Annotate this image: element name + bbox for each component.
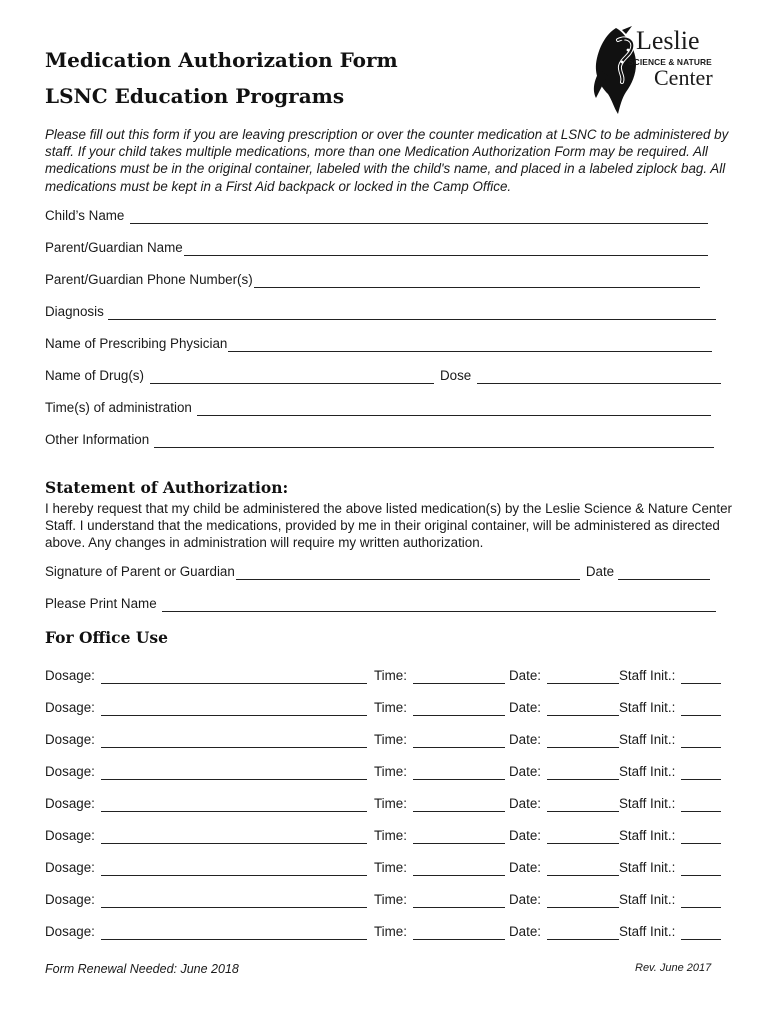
physician-field[interactable]: [45, 336, 712, 352]
staff-init-line[interactable]: [681, 927, 721, 940]
staff-init-label: Staff Init.:: [619, 828, 676, 843]
dosage-label: Dosage:: [45, 764, 95, 779]
date-line[interactable]: [547, 703, 619, 716]
dosage-field[interactable]: [45, 860, 367, 876]
date-line[interactable]: [547, 863, 619, 876]
date-field[interactable]: [509, 700, 619, 716]
time-field[interactable]: [374, 796, 505, 812]
time-field[interactable]: [374, 764, 505, 780]
signature-field[interactable]: [45, 564, 710, 580]
parent-phone-label: Parent/Guardian Phone Number(s): [45, 272, 253, 287]
dosage-label: Dosage:: [45, 700, 95, 715]
time-field[interactable]: [374, 924, 505, 940]
other-info-line[interactable]: [154, 435, 714, 448]
dosage-label: Dosage:: [45, 892, 95, 907]
dosage-line[interactable]: [101, 799, 367, 812]
date-label: Date:: [509, 764, 542, 779]
time-field[interactable]: [374, 668, 505, 684]
dose-label: Dose: [439, 368, 472, 383]
dosage-row: [45, 666, 725, 684]
dosage-row: [45, 858, 725, 876]
time-label: Time:: [374, 668, 407, 683]
parent-phone-field[interactable]: [45, 272, 700, 288]
dosage-label: Dosage:: [45, 924, 95, 939]
logo-name-middle: SCIENCE & NATURE: [628, 57, 712, 67]
dosage-field[interactable]: [45, 668, 367, 684]
staff-init-field[interactable]: [619, 860, 721, 876]
physician-label: Name of Prescribing Physician: [45, 336, 228, 351]
staff-init-line[interactable]: [681, 671, 721, 684]
dosage-line[interactable]: [101, 895, 367, 908]
date-line[interactable]: [547, 831, 619, 844]
date-line[interactable]: [547, 799, 619, 812]
staff-init-field[interactable]: [619, 764, 721, 780]
staff-init-line[interactable]: [681, 799, 721, 812]
dosage-row: [45, 890, 725, 908]
child-name-field[interactable]: [45, 208, 708, 224]
staff-init-label: Staff Init.:: [619, 668, 676, 683]
staff-init-line[interactable]: [681, 831, 721, 844]
time-label: Time:: [374, 892, 407, 907]
time-line[interactable]: [413, 863, 505, 876]
dosage-line[interactable]: [101, 671, 367, 684]
date-field[interactable]: [509, 860, 619, 876]
physician-line[interactable]: [228, 339, 712, 352]
staff-init-label: Staff Init.:: [619, 732, 676, 747]
staff-init-field[interactable]: [619, 796, 721, 812]
signature-label: Signature of Parent or Guardian: [45, 564, 235, 579]
staff-init-label: Staff Init.:: [619, 860, 676, 875]
intro-instructions: Please fill out this form if you are leaving prescription or over the counter medication at LSNC to be administered by staff. If your child takes multiple medications, more than one Medication Authorization Form may be required. All medications must be in the original container, labeled with the child's name, and placed in a labeled ziplock bag. All medications must be kept in a First Aid backpack or locked in the Camp Office.: [45, 127, 729, 194]
time-field[interactable]: [374, 700, 505, 716]
time-label: Time:: [374, 924, 407, 939]
date-label: Date:: [509, 828, 542, 843]
times-label: Time(s) of administration: [45, 400, 192, 415]
lsnc-logo: [592, 24, 732, 116]
dosage-line[interactable]: [101, 767, 367, 780]
dosage-label: Dosage:: [45, 668, 95, 683]
dosage-line[interactable]: [101, 863, 367, 876]
date-label: Date:: [509, 700, 542, 715]
office-use-heading: For Office Use: [45, 628, 168, 647]
time-line[interactable]: [413, 703, 505, 716]
program-title: LSNC Education Programs: [45, 84, 345, 108]
logo-name-top: Leslie: [636, 26, 700, 55]
form-title: Medication Authorization Form: [45, 48, 398, 72]
staff-init-field[interactable]: [619, 700, 721, 716]
time-label: Time:: [374, 860, 407, 875]
dosage-field[interactable]: [45, 828, 367, 844]
print-name-label: Please Print Name: [45, 596, 157, 611]
date-line[interactable]: [547, 671, 619, 684]
times-line[interactable]: [197, 403, 711, 416]
drug-name-label: Name of Drug(s): [45, 368, 144, 383]
staff-init-label: Staff Init.:: [619, 796, 676, 811]
date-field[interactable]: [509, 828, 619, 844]
times-field[interactable]: [45, 400, 711, 416]
date-line[interactable]: [547, 927, 619, 940]
time-line[interactable]: [413, 767, 505, 780]
parent-name-label: Parent/Guardian Name: [45, 240, 183, 255]
staff-init-field[interactable]: [619, 732, 721, 748]
time-label: Time:: [374, 764, 407, 779]
dosage-line[interactable]: [101, 703, 367, 716]
print-name-field[interactable]: [45, 596, 716, 612]
dosage-line[interactable]: [101, 927, 367, 940]
staff-init-label: Staff Init.:: [619, 764, 676, 779]
dosage-field[interactable]: [45, 924, 367, 940]
dosage-line[interactable]: [101, 735, 367, 748]
staff-init-label: Staff Init.:: [619, 892, 676, 907]
print-name-line[interactable]: [162, 599, 716, 612]
time-line[interactable]: [413, 927, 505, 940]
dose-line[interactable]: [477, 371, 721, 384]
authorization-statement: I hereby request that my child be administered the above listed medication(s) by the Leslie Science & Nature Center Staff. I understand that the medications, provided by me in their original container, will be administered as directed above. Any changes in administration will require my written authorization.: [45, 501, 733, 551]
dosage-field[interactable]: [45, 732, 367, 748]
time-label: Time:: [374, 796, 407, 811]
dosage-label: Dosage:: [45, 796, 95, 811]
staff-init-line[interactable]: [681, 703, 721, 716]
dosage-row: [45, 730, 725, 748]
date-field[interactable]: [509, 764, 619, 780]
child-name-label: Child’s Name: [45, 208, 125, 223]
staff-init-field[interactable]: [619, 924, 721, 940]
signature-date-line[interactable]: [618, 567, 710, 580]
time-line[interactable]: [413, 831, 505, 844]
diagnosis-line[interactable]: [108, 307, 716, 320]
date-label: Date:: [509, 924, 542, 939]
date-field[interactable]: [509, 924, 619, 940]
time-line[interactable]: [413, 895, 505, 908]
date-field[interactable]: [509, 796, 619, 812]
other-info-field[interactable]: [45, 432, 714, 448]
parent-phone-line[interactable]: [254, 275, 700, 288]
time-field[interactable]: [374, 892, 505, 908]
time-line[interactable]: [413, 799, 505, 812]
staff-init-label: Staff Init.:: [619, 700, 676, 715]
parent-name-line[interactable]: [184, 243, 708, 256]
diagnosis-field[interactable]: [45, 304, 716, 320]
date-label: Date:: [509, 732, 542, 747]
dosage-row: [45, 762, 725, 780]
time-label: Time:: [374, 828, 407, 843]
staff-init-label: Staff Init.:: [619, 924, 676, 939]
time-field[interactable]: [374, 732, 505, 748]
signature-date-label: Date: [585, 564, 615, 579]
staff-init-line[interactable]: [681, 895, 721, 908]
date-label: Date:: [509, 796, 542, 811]
dosage-label: Dosage:: [45, 828, 95, 843]
parent-name-field[interactable]: [45, 240, 708, 256]
diagnosis-label: Diagnosis: [45, 304, 104, 319]
dosage-row: [45, 698, 725, 716]
dosage-field[interactable]: [45, 892, 367, 908]
dosage-field[interactable]: [45, 764, 367, 780]
time-label: Time:: [374, 732, 407, 747]
child-name-line[interactable]: [130, 211, 708, 224]
dosage-line[interactable]: [101, 831, 367, 844]
dosage-label: Dosage:: [45, 860, 95, 875]
date-label: Date:: [509, 860, 542, 875]
other-info-label: Other Information: [45, 432, 150, 447]
staff-init-field[interactable]: [619, 828, 721, 844]
time-field[interactable]: [374, 860, 505, 876]
staff-init-field[interactable]: [619, 668, 721, 684]
revision-note: Rev. June 2017: [635, 962, 712, 974]
logo-name-bottom: Center: [654, 65, 713, 90]
date-field[interactable]: [509, 732, 619, 748]
dosage-row: [45, 826, 725, 844]
time-field[interactable]: [374, 828, 505, 844]
staff-init-field[interactable]: [619, 892, 721, 908]
staff-init-line[interactable]: [681, 767, 721, 780]
dosage-label: Dosage:: [45, 732, 95, 747]
date-field[interactable]: [509, 892, 619, 908]
dosage-field[interactable]: [45, 796, 367, 812]
date-line[interactable]: [547, 767, 619, 780]
date-label: Date:: [509, 892, 542, 907]
drug-name-line[interactable]: [150, 371, 434, 384]
time-line[interactable]: [413, 735, 505, 748]
dosage-row: [45, 794, 725, 812]
date-label: Date:: [509, 668, 542, 683]
time-line[interactable]: [413, 671, 505, 684]
dosage-row: [45, 922, 725, 940]
date-line[interactable]: [547, 735, 619, 748]
dosage-field[interactable]: [45, 700, 367, 716]
date-field[interactable]: [509, 668, 619, 684]
signature-line[interactable]: [236, 567, 580, 580]
staff-init-line[interactable]: [681, 863, 721, 876]
form-renewal-note: Form Renewal Needed: June 2018: [45, 962, 239, 976]
authorization-heading: Statement of Authorization:: [45, 478, 289, 497]
date-line[interactable]: [547, 895, 619, 908]
staff-init-line[interactable]: [681, 735, 721, 748]
time-label: Time:: [374, 700, 407, 715]
drug-dose-field[interactable]: [45, 368, 721, 384]
